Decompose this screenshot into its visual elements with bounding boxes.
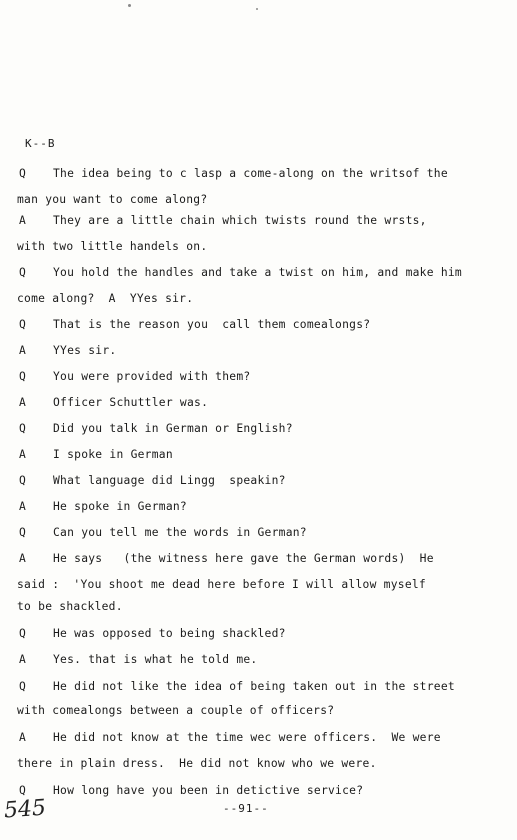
speaker-label: Q [19, 526, 26, 539]
transcript-line: Did you talk in German or English? [53, 422, 293, 435]
scan-speck [256, 8, 258, 10]
transcript-line: with comealongs between a couple of officers? [17, 704, 335, 717]
transcript-line: there in plain dress. He did not know who we were. [17, 757, 377, 770]
document-header: K--B [25, 137, 56, 150]
speaker-label: A [19, 731, 26, 744]
speaker-label: Q [19, 167, 26, 180]
speaker-label: Q [19, 266, 26, 279]
transcript-line: man you want to come along? [17, 193, 208, 206]
speaker-label: Q [19, 422, 26, 435]
speaker-label: A [19, 396, 26, 409]
transcript-line: He was opposed to being shackled? [53, 627, 286, 640]
transcript-line: He says (the witness here gave the German words) He [53, 552, 434, 565]
transcript-line: He did not know at the time wec were officers. We were [53, 731, 441, 744]
transcript-line: You hold the handles and take a twist on him, and make him [53, 266, 462, 279]
transcript-line: I spoke in German [53, 448, 173, 461]
transcript-line: That is the reason you call them comealongs? [53, 318, 371, 331]
speaker-label: Q [19, 474, 26, 487]
speaker-label: Q [19, 784, 26, 797]
transcript-line: with two little handels on. [17, 240, 208, 253]
page-number: --91-- [223, 802, 269, 815]
transcript-line: said : 'You shoot me dead here before I will allow myself [17, 578, 426, 591]
speaker-label: A [19, 448, 26, 461]
transcript-line: You were provided with them? [53, 370, 251, 383]
speaker-label: Q [19, 318, 26, 331]
scan-speck [128, 4, 131, 7]
speaker-label: A [19, 653, 26, 666]
speaker-label: A [19, 500, 26, 513]
transcript-line: The idea being to c lasp a come-along on the writsof the [53, 167, 448, 180]
speaker-label: A [19, 214, 26, 227]
transcript-line: YYes sir. [53, 344, 117, 357]
transcript-line: Yes. that is what he told me. [53, 653, 258, 666]
transcript-line: Can you tell me the words in German? [53, 526, 307, 539]
transcript-line: Officer Schuttler was. [53, 396, 209, 409]
transcript-line: How long have you been in detictive service? [53, 784, 364, 797]
transcript-line: He did not like the idea of being taken out in the street [53, 680, 455, 693]
transcript-line: What language did Lingg speakin? [53, 474, 286, 487]
transcript-line: They are a little chain which twists round the wrsts, [53, 214, 427, 227]
transcript-line: to be shackled. [17, 600, 123, 613]
speaker-label: A [19, 344, 26, 357]
transcript-line: He spoke in German? [53, 500, 187, 513]
speaker-label: Q [19, 627, 26, 640]
speaker-label: Q [19, 680, 26, 693]
speaker-label: A [19, 552, 26, 565]
handwritten-page-number: 545 [3, 795, 47, 824]
speaker-label: Q [19, 370, 26, 383]
transcript-line: come along? A YYes sir. [17, 292, 194, 305]
